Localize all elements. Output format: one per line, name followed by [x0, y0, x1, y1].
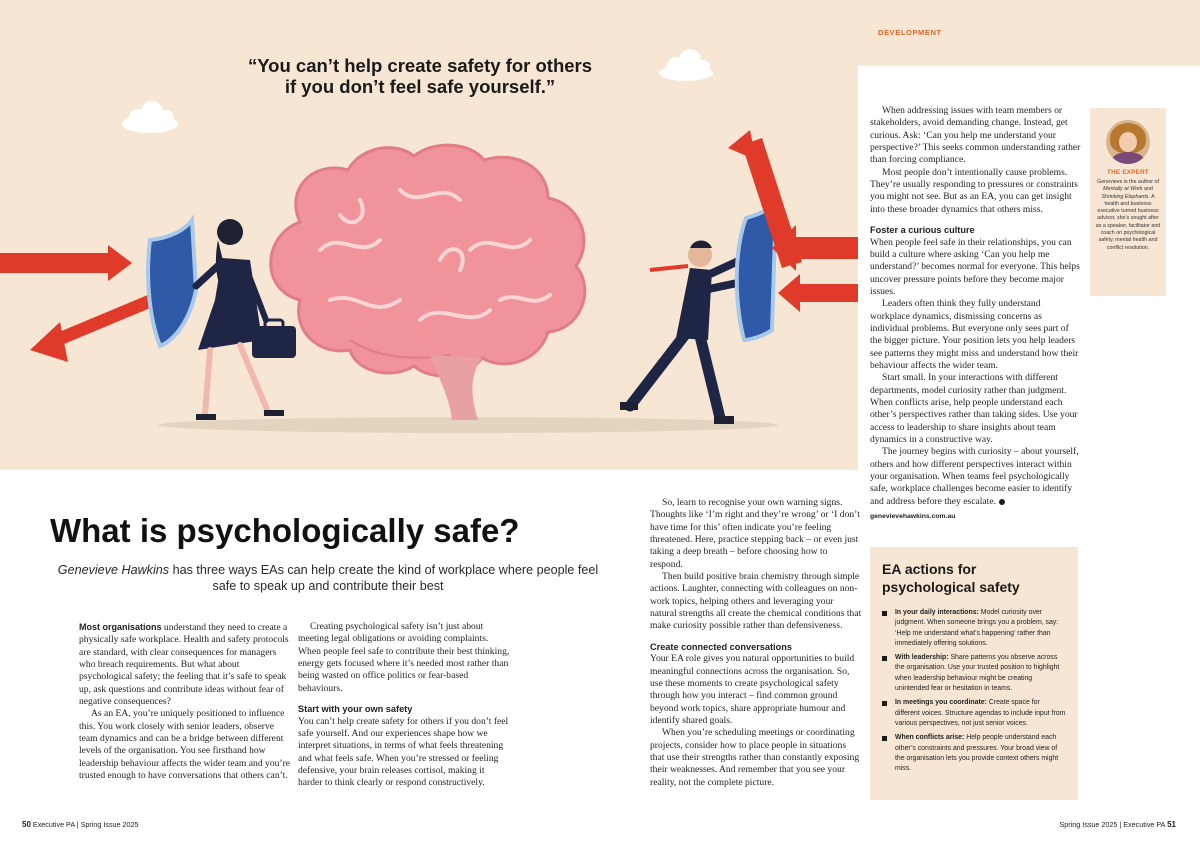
arrow-icon [30, 294, 155, 362]
paragraph: The journey begins with curiosity – about yourself, others and how different perspectives interact within your organisation. When teams feel psychologically safe, workplace challenges become easier to identify and address before they escalate. [870, 446, 1079, 507]
paragraph: Most people don’t intentionally cause problems. They’re usually responding to pressures or constraints you might not see. But as an EA, you can get insight into these broader dynamics that others miss. [870, 166, 1078, 215]
paragraph: Then build positive brain chemistry through simple actions. Laughter, connecting with colleagues on non-work topics, helping others and leveraging your natural strengths all create the chemical conditions that make curiosity possible rather than defensiveness. [650, 571, 862, 632]
brain-icon [271, 145, 585, 420]
paragraph: When addressing issues with team members or stakeholders, avoid demanding change. Instead, get curious. Ask: ‘Can you help me understand your perspective?’ This seeks common understanding rather than forcing compliance. [870, 105, 1081, 166]
square-bullet-icon [882, 611, 887, 616]
shield-icon [148, 220, 196, 346]
paragraph: Leaders often think they fully understand workplace dynamics, dismissing concerns as individual problems. But everyone only sees part of the bigger picture. Your position lets you help leaders see patterns they might miss and understand how their behaviour affects the wider team. [870, 298, 1079, 372]
cloud-icon [122, 101, 178, 133]
page-number: 51 [1167, 820, 1176, 829]
page-number: 50 [22, 820, 31, 829]
author-name: Genevieve Hawkins [57, 563, 170, 577]
paragraph: Creating psychological safety isn’t just about meeting legal obligations or avoiding complaints. When people feel safe to contribute their best thinking, energy gets focused where it’s needed most rather than being wasted on office politics or fear-based behaviours. [298, 621, 510, 694]
businessman-figure [620, 241, 745, 425]
footer-left: 50 Executive PA | Spring Issue 2025 [22, 820, 139, 829]
subheading: Create connected conversations [650, 641, 792, 652]
article-headline: What is psychologically safe? [50, 512, 520, 549]
paragraph: Start small. In your interactions with different departments, model curiosity rather than judgment. When conflicts arise, help people understand each other’s perspectives rather than taking sides. Use your access to leadership to share insights about team dynamics in a constructive way. [870, 372, 1078, 446]
list-item: In meetings you coordinate: Create space for different voices. Structure agendas to include input from various perspectives, not just senior voices. [882, 698, 1066, 729]
actions-list [882, 608, 1066, 774]
author-website-link[interactable]: genevievehawkins.com.au [870, 513, 956, 521]
paragraph: When people feel safe in their relationships, you can build a culture where asking ‘Can you help me understand?’ becomes normal for everyone. This helps uncover pressure points before they become major issues. [870, 236, 1080, 297]
expert-label: THE EXPERT [1107, 169, 1149, 176]
list-item: With leadership: Share patterns you observe across the organisation. Use your trusted position to highlight when leadership behaviour might be creating unintended fear or hesitation in teams. [882, 653, 1066, 694]
list-item: In your daily interactions: Model curiosity over judgment. When someone brings you a problem, say: ‘Help me understand what’s happening’ rather than immediately offering solutions. [882, 608, 1066, 649]
expert-bio: Genevieve is the author of Mentally at Work and Shrinking Elephants. A health and business executive turned business advisor, she’s sought after as a speaker, facilitator and coach on psychological safety, mental health and conflict resolution. [1095, 179, 1161, 251]
paragraph: Your EA role gives you natural opportunities to build meaningful connections across the organisation. So, use these moments to create psychological safety through how you interact – find common ground beyond work topics, share appropriate humour and identify shared goals. [650, 653, 855, 726]
square-bullet-icon [882, 736, 887, 741]
square-bullet-icon [882, 701, 887, 706]
footer-right: Spring Issue 2025 | Executive PA 51 [1059, 820, 1176, 829]
pull-quote: “You can’t help create safety for others if you don’t feel safe yourself.” [247, 55, 593, 97]
paragraph: You can’t help create safety for others if you don’t feel safe yourself. And our experiences shape how we interpret situations, in terms of what feels threatening and what feels safe. When you’re stressed or feeling defensive, your brain releases cortisol, making it harder to think clearly or respond constructively. [298, 715, 509, 789]
section-tag: DEVELOPMENT [878, 28, 942, 37]
actions-title: EA actions for psychological safety [882, 561, 1020, 595]
lead-in: Most organisations [79, 622, 162, 632]
list-item: When conflicts arise: Help people understand each other’s constraints and pressures. Your broad view of the organisation lets you provide context others might miss. [882, 733, 1066, 774]
standfirst-text: has three ways EAs can help create the kind of workplace where people feel safe to speak up and contribute their best [169, 563, 599, 593]
article-column-1 [79, 621, 291, 782]
subheading: Start with your own safety [298, 704, 413, 715]
paragraph: When you’re scheduling meetings or coordinating projects, consider how to place people in situations that use their strengths rather than constantly exposing their weaknesses. And remember that you see your reality, not the complete picture. [650, 727, 860, 788]
square-bullet-icon [882, 656, 887, 661]
ea-actions-box [870, 547, 1078, 800]
paragraph: Most organisations understand they need to create a physically safe workplace. Health and safety protocols are standard, with clear consequences for managers who breach requirements. But what about psychological safety; the feeling that it’s safe to speak up, ask questions and contribute ideas without fear of negative consequences? [79, 622, 289, 708]
standfirst [52, 562, 604, 594]
cloud-icon [659, 49, 713, 81]
arrow-icon [0, 245, 132, 281]
paragraph: As an EA, you’re uniquely positioned to influence this. You work closely with senior leaders, observe team dynamics and can be a bridge between different levels of the organisation. You see firsthand how leadership behaviour affects the wider team and you’re trusted enough to have conversations that others can’t. [79, 708, 291, 782]
article-column-4 [870, 105, 1082, 524]
arrow-icon [778, 274, 858, 312]
expert-sidebar [1090, 108, 1166, 296]
paragraph: So, learn to recognise your own warning signs. Thoughts like ‘I’m right and they’re wrong’ or ‘I don’t have time for this’ often indicate you’re feeling threatened. Here, practice stepping back – or even just taking a deep breath – before choosing how to respond. [650, 497, 860, 570]
article-column-2 [298, 621, 510, 790]
subheading: Foster a curious culture [870, 225, 975, 236]
article-column-3 [650, 497, 862, 789]
avatar [1106, 120, 1150, 164]
end-mark-icon [999, 499, 1005, 505]
